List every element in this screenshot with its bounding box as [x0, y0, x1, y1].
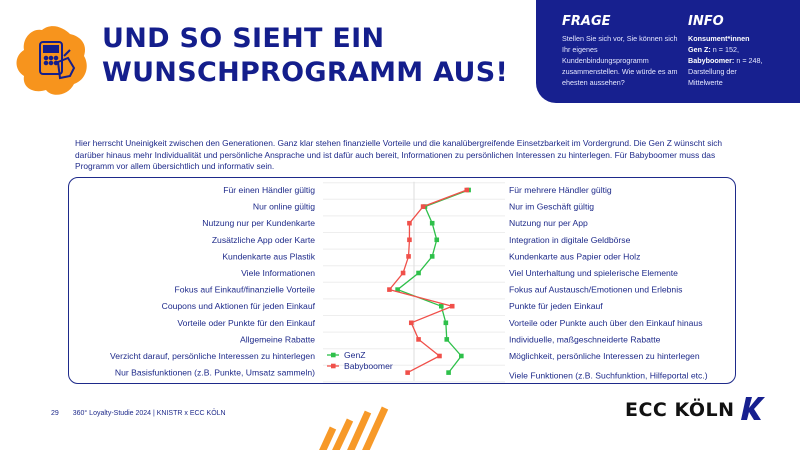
left-label: Coupons und Aktionen für jeden Einkauf	[161, 301, 315, 312]
info-boomer-label: Babyboomer:	[688, 56, 735, 65]
series-line-genz	[398, 190, 469, 373]
data-point-babyboomer	[407, 238, 412, 243]
legend-label-babyboomer: Babyboomer	[344, 361, 393, 371]
info-line-5: Mittelwerte	[688, 78, 723, 87]
info-column	[688, 14, 792, 88]
footer-study: 360° Loyalty-Studie 2024 | KNISTR x ECC KÖLN	[72, 410, 226, 417]
info-panel	[536, 0, 800, 103]
info-genz-label: Gen Z:	[688, 45, 711, 54]
left-label: Fokus auf Einkauf/finanzielle Vorteile	[174, 284, 315, 295]
info-heading: INFO	[688, 14, 724, 29]
data-point-babyboomer	[405, 370, 410, 375]
data-point-babyboomer	[464, 188, 469, 193]
legend-marker-babyboomer	[331, 364, 336, 369]
left-label: Nur Basisfunktionen (z.B. Punkte, Umsatz sammeln)	[114, 367, 315, 378]
right-label: Fokus auf Austausch/Emotionen und Erlebnis	[509, 284, 683, 295]
data-point-genz	[444, 337, 449, 342]
data-point-babyboomer	[409, 321, 414, 326]
right-label: Viel Unterhaltung und spielerische Elemente	[509, 268, 678, 278]
right-label: Möglichkeit, persönliche Interessen zu hinterlegen	[509, 351, 700, 361]
info-boomer-value: n = 248,	[734, 56, 763, 65]
page-number: 29	[51, 410, 59, 417]
title-line-2: WUNSCHPROGRAMM AUS!	[102, 57, 509, 88]
data-point-babyboomer	[421, 204, 426, 209]
frage-column	[562, 14, 680, 88]
data-point-babyboomer	[437, 354, 442, 359]
left-label: Für einen Händler gültig	[223, 185, 315, 195]
data-point-genz	[459, 354, 464, 359]
data-point-genz	[430, 254, 435, 259]
left-label: Vorteile oder Punkte für den Einkauf	[177, 317, 315, 328]
data-point-genz	[416, 271, 421, 276]
title-line-1: UND SO SIEHT EIN	[102, 23, 385, 54]
payment-badge	[0, 0, 100, 110]
right-label: Individuelle, maßgeschneiderte Rabatte	[509, 334, 661, 345]
info-genz-value: n = 152,	[710, 45, 739, 54]
frage-text: Stellen Sie sich vor, Sie können sich Ihr eigenes Kundenbindungsprogramm zusammenstellen. Wie würde es am ehesten aussehen?	[562, 34, 678, 87]
right-label: Viele Funktionen (z.B. Suchfunktion, Hilfeportal etc.)	[509, 370, 708, 381]
brand-k-logo-icon	[740, 394, 766, 422]
right-label: Nur im Geschäft gültig	[509, 201, 595, 212]
right-label: Punkte für jeden Einkauf	[509, 301, 603, 312]
description-text: Hier herrscht Uneinigkeit zwischen den Generationen. Ganz klar stehen finanzielle Vorteile und die kanalübergreifende Einsetzbarkeit im Vordergrund. Die Gen Z wünscht sich darüber hinaus mehr Individualität und persönliche Ansprache und ist dafür auch bereit, Informationen zu persönlichen Interessen zu hinterlegen. Für Babyboomer muss das Programm vor allem übersichtlich und informativ sein.	[75, 138, 723, 171]
data-point-babyboomer	[450, 304, 455, 309]
frage-heading: FRAGE	[562, 14, 611, 29]
brand-logo-text: ECC KÖLN	[625, 399, 735, 421]
left-label: Nutzung nur per Kundenkarte	[202, 218, 315, 229]
differential-chart	[69, 178, 737, 385]
footer	[51, 410, 238, 417]
left-label: Zusätzliche App oder Karte	[211, 234, 315, 245]
legend-marker-genz	[331, 353, 336, 358]
data-point-genz	[434, 238, 439, 243]
right-label: Für mehrere Händler gültig	[509, 185, 612, 195]
left-label: Allgemeine Rabatte	[239, 334, 315, 345]
info-line-1: Konsument*innen	[688, 34, 750, 43]
data-point-genz	[439, 304, 444, 309]
data-point-genz	[446, 370, 451, 375]
left-label: Verzicht darauf, persönliche Interessen zu hinterlegen	[110, 351, 315, 361]
right-label: Kundenkarte aus Papier oder Holz	[509, 251, 641, 262]
right-label: Nutzung nur per App	[509, 218, 588, 229]
data-point-babyboomer	[416, 337, 421, 342]
left-label: Viele Informationen	[241, 268, 315, 278]
series-line-babyboomer	[389, 190, 466, 373]
data-point-babyboomer	[406, 254, 411, 259]
data-point-babyboomer	[407, 221, 412, 226]
right-label: Integration in digitale Geldbörse	[509, 234, 631, 245]
legend-label-genz: GenZ	[344, 350, 366, 360]
data-point-genz	[444, 321, 449, 326]
data-point-genz	[430, 221, 435, 226]
info-line-4: Darstellung der	[688, 67, 737, 76]
right-label: Vorteile oder Punkte auch über den Einkauf hinaus	[509, 317, 703, 328]
chart-frame	[68, 177, 736, 384]
left-label: Kundenkarte aus Plastik	[222, 251, 315, 262]
left-label: Nur online gültig	[252, 201, 315, 212]
data-point-babyboomer	[387, 287, 392, 292]
page-title	[102, 22, 532, 90]
data-point-babyboomer	[401, 271, 406, 276]
